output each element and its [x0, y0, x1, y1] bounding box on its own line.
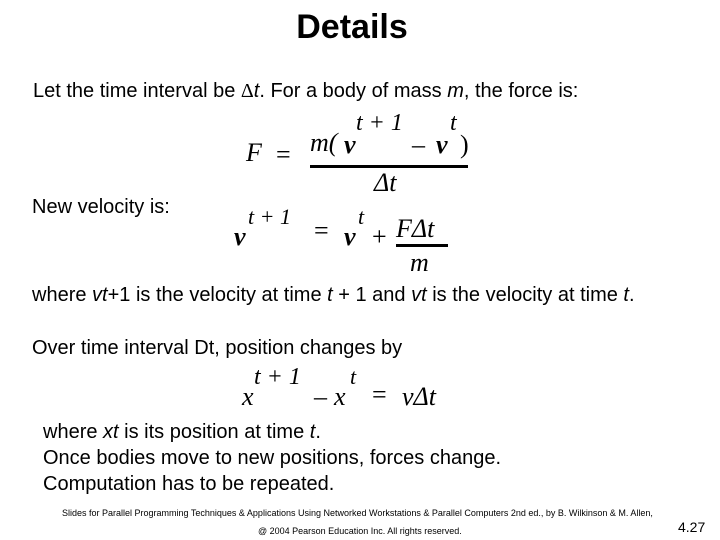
eq1-sup1: t + 1 — [356, 110, 403, 136]
eq1-F: F — [246, 138, 262, 167]
eq3-x2: x — [334, 382, 346, 411]
velocity-note-p3: + 1 and — [332, 284, 412, 306]
velocity-note-v1: vt — [92, 284, 108, 306]
intro-text — [33, 80, 578, 103]
position-note-x: xt — [103, 421, 119, 443]
eq1-sup2: t — [450, 110, 457, 136]
eq2-v1: v — [234, 222, 246, 251]
eq2-sup1: t + 1 — [248, 204, 291, 229]
position-note — [43, 421, 321, 444]
velocity-note-t1: t — [327, 284, 333, 306]
eq3-rhs: vΔt — [402, 382, 437, 411]
intro-t: t — [253, 80, 260, 102]
repeat-text: Computation has to be repeated. — [43, 473, 335, 495]
velocity-equation — [232, 204, 452, 280]
intro-prefix: Let the time interval be — [33, 80, 241, 102]
velocity-note-p5: . — [628, 284, 635, 306]
eq2-v2: v — [344, 222, 356, 251]
position-note-p2: is its position at time — [118, 421, 310, 443]
eq3-x1: x — [242, 382, 254, 411]
eq1-denominator: Δt — [374, 168, 397, 197]
eq1-v1: v — [344, 130, 356, 159]
eq3-minus: – — [314, 382, 327, 411]
intro-middle: . For a body of mass — [259, 80, 448, 102]
eq2-numerator: FΔt — [396, 214, 435, 243]
eq2-sup2: t — [358, 204, 365, 229]
position-note-p3: . — [315, 421, 321, 443]
eq1-m: m( — [310, 128, 338, 157]
eq1-v2: v — [436, 130, 448, 159]
delta-symbol: Δ — [240, 80, 254, 102]
velocity-note-v2: vt — [411, 284, 427, 306]
eq2-plus: + — [372, 222, 387, 251]
eq2-equals: = — [314, 216, 329, 245]
position-note-t: t — [309, 421, 316, 443]
velocity-note-p4: is the velocity at time — [426, 284, 624, 306]
footer-credit: Slides for Parallel Programming Techniques & Applications Using Networked Workstations & Parallel Computers 2nd ed., by B. Wilkinson & M. Allen, — [62, 508, 653, 518]
velocity-note-p1: where — [32, 284, 93, 306]
velocity-label: New velocity is: — [32, 196, 170, 218]
intro-m: m — [447, 80, 464, 102]
forces-change-text: Once bodies move to new positions, forces change. — [43, 447, 502, 469]
eq1-equals: = — [276, 140, 291, 169]
page-number: 4.27 — [678, 519, 706, 535]
intro-suffix: , the force is: — [463, 80, 579, 102]
velocity-note-t2: t — [623, 284, 629, 306]
velocity-note — [32, 284, 635, 307]
eq3-equals: = — [372, 380, 387, 409]
eq1-close: ) — [460, 130, 469, 159]
slide-title: Details — [296, 8, 408, 46]
velocity-note-p2: +1 is the velocity at time — [107, 284, 328, 306]
position-label: Over time interval Dt, position changes by — [32, 337, 403, 359]
position-note-p1: where — [43, 421, 104, 443]
footer-copyright: @ 2004 Pearson Education Inc. All rights reserved. — [258, 526, 462, 536]
eq1-minus: – — [412, 130, 425, 159]
eq2-fraction-bar — [396, 244, 448, 247]
eq3-sup1: t + 1 — [254, 364, 301, 390]
eq3-sup2: t — [350, 364, 357, 389]
position-equation — [240, 366, 460, 410]
eq2-denominator: m — [410, 248, 429, 277]
force-equation — [244, 110, 484, 200]
